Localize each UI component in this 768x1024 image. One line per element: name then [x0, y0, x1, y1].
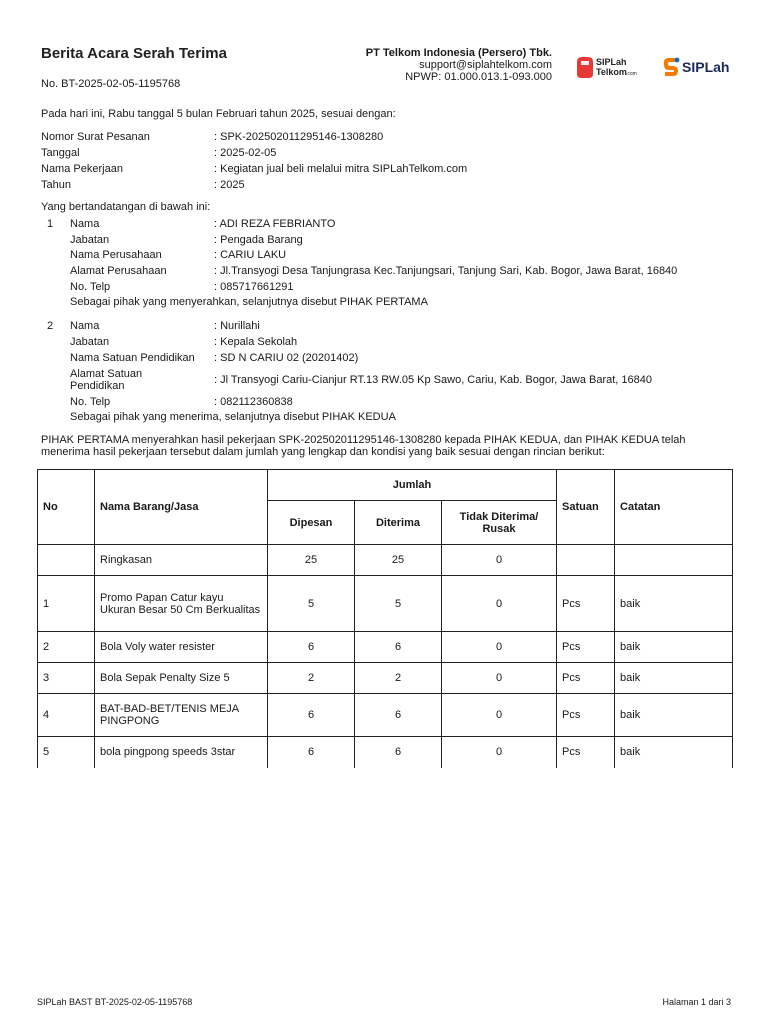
col-header-not-received: Tidak Diterima/ Rusak — [442, 501, 557, 545]
cell-received: 6 — [355, 694, 442, 737]
col-header-notes: Catatan — [615, 470, 733, 545]
col-header-no: No — [38, 470, 95, 545]
cell-no: 3 — [38, 663, 95, 694]
cell-no: 2 — [38, 632, 95, 663]
job-value: : Kegiatan jual beli melalui mitra SIPLahTelkom.com — [214, 163, 468, 175]
party2-position-value: : Kepala Sekolah — [214, 336, 298, 348]
company-name: PT Telkom Indonesia (Persero) Tbk. — [365, 47, 552, 59]
party-number: 2 — [47, 320, 54, 332]
table-row — [38, 663, 733, 694]
party2-address-value: : Jl Transyogi Cariu-Cianjur RT.13 RW.05 Kp Sawo, Cariu, Kab. Bogor, Jawa Barat, 16840 — [214, 374, 652, 386]
cell-unit: Pcs — [557, 632, 615, 663]
party1-phone-label: No. Telp — [70, 281, 111, 293]
cell-not-received: 0 — [442, 663, 557, 694]
footer-doc-ref: SIPLah BAST BT-2025-02-05-1195768 — [37, 997, 193, 1007]
siplah-logo — [660, 56, 732, 81]
cell-received: 25 — [355, 545, 442, 576]
order-label: Nomor Surat Pesanan — [41, 131, 150, 143]
cell-ordered: 25 — [268, 545, 355, 576]
party-number: 1 — [47, 218, 54, 230]
cell-not-received: 0 — [442, 545, 557, 576]
order-value: : SPK-202502011295146-1308280 — [214, 131, 384, 143]
cell-notes: baik — [615, 737, 733, 768]
cell-item: Bola Voly water resister — [95, 632, 268, 663]
party2-name-label: Nama — [70, 320, 100, 332]
cell-unit — [557, 545, 615, 576]
cell-notes: baik — [615, 663, 733, 694]
cell-received: 6 — [355, 632, 442, 663]
siplah-telkom-logo — [575, 54, 643, 83]
cell-received: 5 — [355, 576, 442, 632]
document-number: No. BT-2025-02-05-1195768 — [41, 78, 181, 90]
cell-notes — [615, 545, 733, 576]
footer-page-number: Halaman 1 dari 3 — [662, 997, 731, 1007]
party1-address-value: : Jl.Transyogi Desa Tanjungrasa Kec.Tanjungsari, Tanjung Sari, Kab. Bogor, Jawa Barat, 16840 — [214, 265, 678, 277]
party2-school-value: : SD N CARIU 02 (20201402) — [214, 352, 359, 364]
party2-name-value: : Nurillahi — [214, 320, 260, 332]
logo1-suffix: .com — [626, 71, 637, 77]
company-npwp: NPWP: 01.000.013.1-093.000 — [405, 71, 552, 83]
intro-text: Pada hari ini, Rabu tanggal 5 bulan Februari tahun 2025, sesuai dengan: — [41, 108, 396, 120]
cell-not-received: 0 — [442, 576, 557, 632]
col-header-ordered: Dipesan — [268, 501, 355, 545]
party2-school-label: Nama Satuan Pendidikan — [70, 352, 195, 364]
party1-position-value: : Pengada Barang — [214, 234, 303, 246]
party1-name-value: : ADI REZA FEBRIANTO — [214, 218, 336, 230]
logo1-line1: SIPLah — [596, 57, 627, 67]
col-header-quantity: Jumlah — [268, 470, 557, 501]
cell-item: Promo Papan Catur kayu Ukuran Besar 50 Cm Berkualitas — [95, 576, 268, 632]
party1-company-label: Nama Perusahaan — [70, 249, 162, 261]
year-value: : 2025 — [214, 179, 245, 191]
date-value: : 2025-02-05 — [214, 147, 277, 159]
cell-unit: Pcs — [557, 737, 615, 768]
cell-notes: baik — [615, 694, 733, 737]
cell-ordered: 2 — [268, 663, 355, 694]
cell-no: 4 — [38, 694, 95, 737]
cell-not-received: 0 — [442, 694, 557, 737]
company-info — [366, 47, 552, 83]
party1-name-label: Nama — [70, 218, 100, 230]
party2-position-label: Jabatan — [70, 336, 110, 348]
cell-unit: Pcs — [557, 694, 615, 737]
col-header-unit: Satuan — [557, 470, 615, 545]
party1-position-label: Jabatan — [70, 234, 110, 246]
party1-address-label: Alamat Perusahaan — [70, 265, 167, 277]
job-label: Nama Pekerjaan — [41, 163, 123, 175]
table-row — [38, 694, 733, 737]
party2-address-label: Alamat Satuan Pendidikan — [70, 368, 143, 392]
cell-notes: baik — [615, 576, 733, 632]
party1-company-value: : CARIU LAKU — [214, 249, 287, 261]
party2-phone-value: : 082112360838 — [214, 396, 293, 408]
handover-paragraph: PIHAK PERTAMA menyerahkan hasil pekerjaan SPK-202502011295146-1308280 kepada PIHAK KEDUA, dan PIHAK KEDUA telah menerima hasil pekerjaan tersebut dalam jumlah yang lengkap dan kondisi yang baik sesuai dengan rincian berikut: — [41, 434, 686, 458]
col-header-item: Nama Barang/Jasa — [95, 470, 268, 545]
summary-row — [38, 545, 733, 576]
party1-phone-value: : 085717661291 — [214, 281, 294, 293]
cell-unit: Pcs — [557, 663, 615, 694]
cell-not-received: 0 — [442, 632, 557, 663]
document-title: Berita Acara Serah Terima — [41, 45, 227, 62]
table-row — [38, 576, 733, 632]
items-table — [37, 469, 733, 768]
col-header-received: Diterima — [355, 501, 442, 545]
date-label: Tanggal — [41, 147, 80, 159]
cell-ordered: 6 — [268, 694, 355, 737]
cell-not-received: 0 — [442, 737, 557, 768]
signatories-intro: Yang bertandatangan di bawah ini: — [41, 201, 211, 213]
cell-no: 5 — [38, 737, 95, 768]
year-label: Tahun — [41, 179, 71, 191]
cell-ordered: 5 — [268, 576, 355, 632]
party2-phone-label: No. Telp — [70, 396, 111, 408]
party1-note: Sebagai pihak yang menyerahkan, selanjutnya disebut PIHAK PERTAMA — [70, 296, 428, 308]
cell-unit: Pcs — [557, 576, 615, 632]
cell-notes: baik — [615, 632, 733, 663]
party2-note: Sebagai pihak yang menerima, selanjutnya disebut PIHAK KEDUA — [70, 411, 396, 423]
cell-received: 2 — [355, 663, 442, 694]
cell-item: Ringkasan — [95, 545, 268, 576]
cell-ordered: 6 — [268, 632, 355, 663]
cell-received: 6 — [355, 737, 442, 768]
cell-no: 1 — [38, 576, 95, 632]
company-email: support@siplahtelkom.com — [419, 59, 552, 71]
logo2-text: SIPLah — [682, 59, 730, 75]
cell-item: BAT-BAD-BET/TENIS MEJA PINGPONG — [95, 694, 268, 737]
logo1-line2: Telkom — [596, 67, 627, 77]
cell-item: bola pingpong speeds 3star — [95, 737, 268, 768]
cell-no — [38, 545, 95, 576]
table-row — [38, 737, 733, 768]
cell-item: Bola Sepak Penalty Size 5 — [95, 663, 268, 694]
table-row — [38, 632, 733, 663]
cell-ordered: 6 — [268, 737, 355, 768]
